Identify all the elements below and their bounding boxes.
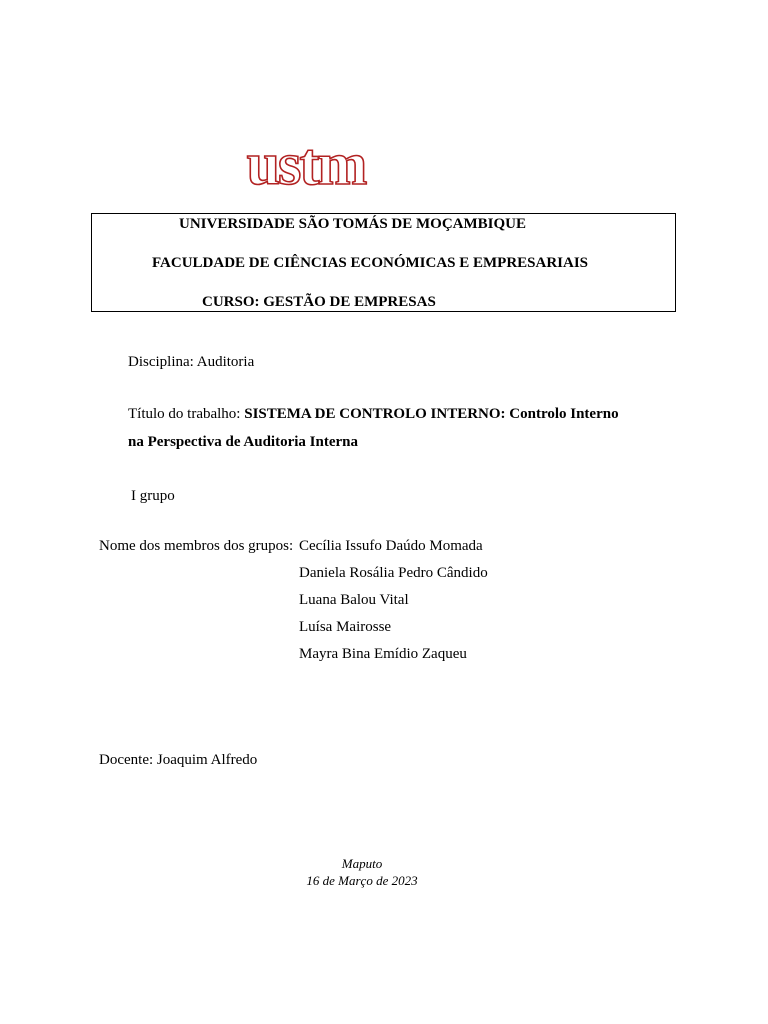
group-label: I grupo	[131, 488, 175, 504]
teacher-label: Docente:	[99, 752, 154, 768]
member-name-1: Cecília Issufo Daúdo Momada	[299, 538, 483, 554]
ustm-logo	[210, 128, 402, 190]
member-name-5: Mayra Bina Emídio Zaqueu	[299, 646, 467, 662]
footer-city: Maputo	[341, 856, 383, 871]
faculty-name: FACULDADE DE CIÊNCIAS ECONÓMICAS E EMPRESARIAIS	[152, 255, 589, 271]
work-title-label: Título do trabalho:	[128, 406, 241, 422]
university-name: UNIVERSIDADE SÃO TOMÁS DE MOÇAMBIQUE	[179, 216, 526, 232]
member-name-4: Luísa Mairosse	[299, 619, 392, 635]
work-title-text-1: SISTEMA DE CONTROLO INTERNO: Controlo Interno	[244, 406, 619, 422]
footer-date: 16 de Março de 2023	[306, 873, 418, 888]
member-name-3: Luana Balou Vital	[299, 592, 409, 608]
work-title-line-2: na Perspectiva de Auditoria Interna	[128, 434, 358, 450]
work-title-line-1	[128, 406, 619, 423]
discipline-label: Disciplina:	[128, 354, 194, 370]
discipline-line	[128, 354, 254, 371]
member-name-2: Daniela Rosália Pedro Cândido	[299, 565, 488, 581]
members-label: Nome dos membros dos grupos:	[99, 538, 294, 554]
discipline-value: Auditoria	[196, 354, 255, 370]
teacher-name: Joaquim Alfredo	[156, 752, 258, 768]
teacher-line	[99, 752, 257, 769]
course-name: CURSO: GESTÃO DE EMPRESAS	[202, 294, 436, 310]
ustm-logo-text: ustm	[246, 131, 366, 190]
